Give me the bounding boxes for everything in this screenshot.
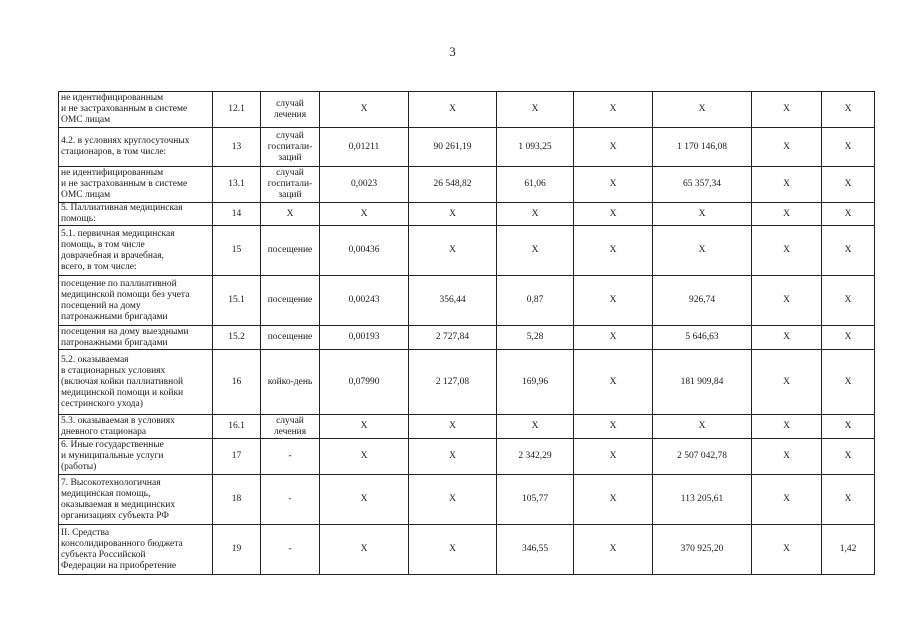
cell-text: посещения на дому выездными патронажными бригадами — [61, 326, 189, 348]
cell-text: случай лечения — [273, 415, 307, 437]
cell-text: X — [783, 494, 790, 504]
table-cell — [497, 475, 574, 525]
cell-text: X — [449, 544, 456, 554]
table-cell — [213, 475, 261, 525]
table-row — [59, 167, 875, 203]
cell-text: 0,0023 — [350, 179, 378, 189]
cell-text: 1 093,25 — [518, 141, 552, 152]
table-cell — [653, 350, 752, 415]
cell-text: 18 — [231, 494, 242, 504]
table-row — [59, 350, 875, 415]
cell-text: 14 — [231, 208, 242, 219]
cell-text: X — [360, 208, 368, 219]
table-cell — [409, 326, 497, 350]
cell-text: 13 — [231, 141, 242, 152]
table-cell — [752, 350, 822, 415]
table-cell — [822, 475, 875, 525]
cell-text: X — [783, 295, 790, 305]
row-label-cell — [59, 276, 213, 326]
cell-text: 15 — [231, 245, 242, 255]
table-cell — [213, 276, 261, 326]
cell-text: 1,42 — [839, 544, 857, 554]
row-label-cell — [59, 415, 213, 439]
table-cell — [409, 226, 497, 276]
cell-text: X — [844, 208, 852, 219]
table-cell — [497, 439, 574, 475]
cell-text: посещение — [267, 245, 313, 255]
table-cell — [574, 350, 653, 415]
table-cell — [653, 203, 752, 226]
cell-text: X — [609, 179, 617, 189]
cell-text: 2 727,84 — [435, 332, 470, 342]
table-cell — [213, 439, 261, 475]
table-row — [59, 226, 875, 276]
cell-text: 5.1. первичная медицинская помощь, в том числе доврачебная и врачебная, всего, в том числе: — [61, 228, 175, 272]
table-cell — [320, 167, 409, 203]
table-cell — [822, 350, 875, 415]
table-cell — [653, 475, 752, 525]
table-cell — [822, 226, 875, 276]
table-cell — [574, 167, 653, 203]
table-cell — [261, 128, 320, 167]
table-cell — [320, 128, 409, 167]
cell-text: 26 548,82 — [433, 179, 472, 189]
cell-text: X — [698, 245, 706, 255]
cell-text: 13.1 — [228, 179, 245, 189]
table-cell — [653, 326, 752, 350]
cell-text: 105,77 — [521, 494, 549, 504]
cell-text: X — [844, 451, 852, 461]
cell-text: - — [288, 544, 292, 554]
row-label-cell — [59, 439, 213, 475]
cell-text: X — [609, 295, 617, 305]
cell-text: 90 261,19 — [433, 141, 472, 152]
cell-text: X — [698, 208, 706, 219]
financing-table — [58, 91, 875, 575]
cell-text: X — [609, 421, 617, 431]
cell-text: X — [449, 208, 456, 219]
table-cell — [497, 525, 574, 575]
table-cell — [653, 128, 752, 167]
table-cell — [497, 203, 574, 226]
cell-text: 5. Паллиативная медицинская помощь: — [61, 203, 183, 224]
table-cell — [320, 92, 409, 128]
cell-text: X — [783, 544, 790, 554]
cell-text: X — [609, 332, 617, 342]
table-cell — [213, 167, 261, 203]
cell-text: X — [609, 544, 617, 554]
cell-text: X — [449, 245, 456, 255]
cell-text: случай лечения — [273, 98, 307, 120]
cell-text: 0,87 — [526, 295, 544, 305]
cell-text: X — [609, 245, 617, 255]
cell-text: 0,07990 — [348, 376, 380, 387]
table-cell — [409, 415, 497, 439]
cell-text: X — [609, 104, 617, 114]
cell-text: X — [609, 208, 617, 219]
cell-text: 15.1 — [228, 295, 245, 305]
cell-text: X — [844, 179, 852, 189]
table-cell — [574, 439, 653, 475]
cell-text: X — [844, 332, 852, 342]
table-cell — [320, 226, 409, 276]
cell-text: X — [531, 104, 539, 114]
cell-text: X — [531, 245, 539, 255]
table-cell — [409, 475, 497, 525]
cell-text: X — [783, 245, 790, 255]
cell-text: 181 909,84 — [680, 376, 724, 387]
table-cell — [752, 226, 822, 276]
table-cell — [409, 92, 497, 128]
cell-text: X — [783, 332, 790, 342]
cell-text: посещение — [267, 295, 313, 305]
table-cell — [497, 226, 574, 276]
cell-text: X — [783, 451, 790, 461]
table-cell — [213, 92, 261, 128]
table-cell — [261, 350, 320, 415]
table-cell — [822, 92, 875, 128]
cell-text: X — [783, 179, 790, 189]
cell-text: посещение по паллиативной медицинской помощи без учета посещений на дому патронажными бригадами — [61, 278, 190, 322]
cell-text: X — [698, 421, 706, 431]
table-cell — [752, 167, 822, 203]
table-cell — [213, 525, 261, 575]
table-cell — [409, 167, 497, 203]
table-cell — [213, 415, 261, 439]
table-cell — [653, 167, 752, 203]
cell-text: 17 — [231, 451, 242, 461]
cell-text: 19 — [231, 544, 242, 554]
cell-text: X — [844, 295, 852, 305]
table-cell — [752, 326, 822, 350]
table-cell — [752, 439, 822, 475]
table-cell — [213, 326, 261, 350]
table-cell — [574, 92, 653, 128]
table-cell — [320, 439, 409, 475]
table-cell — [320, 326, 409, 350]
table-cell — [574, 475, 653, 525]
table-cell — [822, 415, 875, 439]
table-cell — [261, 167, 320, 203]
table-cell — [653, 226, 752, 276]
table-cell — [822, 203, 875, 226]
table-cell — [261, 276, 320, 326]
table-cell — [409, 203, 497, 226]
table-row — [59, 326, 875, 350]
table-cell — [497, 167, 574, 203]
cell-text: X — [360, 104, 368, 114]
cell-text: случай госпитали- заций — [267, 168, 313, 200]
table-cell — [409, 350, 497, 415]
table-row — [59, 415, 875, 439]
table-cell — [822, 167, 875, 203]
cell-text: 5.2. оказываемая в стационарных условиях (включая койки паллиативной медицинской помощи и койки сестринского ухода) — [61, 354, 184, 409]
table-cell — [574, 226, 653, 276]
cell-text: 0,00243 — [348, 295, 380, 305]
table-cell — [497, 128, 574, 167]
table-cell — [261, 226, 320, 276]
table-cell — [409, 525, 497, 575]
cell-text: X — [783, 421, 790, 431]
cell-text: 0,00436 — [348, 245, 380, 255]
cell-text: X — [844, 104, 852, 114]
table-cell — [822, 128, 875, 167]
table-cell — [574, 415, 653, 439]
cell-text: X — [360, 544, 368, 554]
cell-text: X — [783, 104, 790, 114]
table-cell — [752, 475, 822, 525]
cell-text: 16.1 — [228, 421, 245, 431]
cell-text: X — [449, 494, 456, 504]
table-cell — [320, 475, 409, 525]
cell-text: X — [531, 421, 539, 431]
table-row — [59, 525, 875, 575]
table-cell — [822, 525, 875, 575]
cell-text: - — [288, 451, 292, 461]
row-label-cell — [59, 167, 213, 203]
cell-text: 5.3. оказываемая в условиях дневного стационара — [61, 415, 175, 437]
table-cell — [653, 276, 752, 326]
table-cell — [320, 276, 409, 326]
cell-text: X — [449, 421, 456, 431]
cell-text: X — [844, 494, 852, 504]
cell-text: X — [844, 141, 852, 152]
table-row — [59, 203, 875, 226]
table-cell — [822, 439, 875, 475]
table-cell — [574, 203, 653, 226]
table-cell — [497, 92, 574, 128]
table-cell — [497, 326, 574, 350]
table-cell — [822, 276, 875, 326]
table-row — [59, 475, 875, 525]
table-cell — [574, 326, 653, 350]
table-cell — [653, 439, 752, 475]
cell-text: - — [288, 494, 292, 504]
cell-text: 0,01211 — [348, 141, 380, 152]
table-body — [59, 92, 875, 575]
cell-text: II. Средства консолидированного бюджета субъекта Российской Федерации на приобретение — [61, 527, 183, 571]
table-cell — [752, 415, 822, 439]
table-cell — [213, 226, 261, 276]
cell-text: 169,96 — [521, 376, 549, 387]
table-cell — [497, 276, 574, 326]
cell-text: 12.1 — [228, 104, 245, 114]
cell-text: 346,55 — [521, 544, 549, 554]
table-cell — [653, 415, 752, 439]
cell-text: X — [360, 494, 368, 504]
cell-text: 1 170 146,08 — [677, 141, 727, 152]
cell-text: 7. Высокотехнологичная медицинская помощь, оказываемая в медицинских организациях субъекта РФ — [61, 477, 176, 521]
cell-text: X — [844, 376, 852, 387]
table-cell — [574, 525, 653, 575]
cell-text: 2 342,29 — [518, 451, 552, 461]
cell-text: X — [783, 376, 790, 387]
table-cell — [261, 326, 320, 350]
cell-text: не идентифицированным и не застрахованным в системе ОМС лицам — [61, 168, 188, 200]
cell-text: 5 646,63 — [685, 332, 719, 342]
table-row — [59, 276, 875, 326]
table-cell — [320, 415, 409, 439]
cell-text: 16 — [231, 376, 242, 387]
cell-text: X — [844, 421, 852, 431]
table-cell — [497, 350, 574, 415]
cell-text: X — [360, 451, 368, 461]
table-cell — [320, 350, 409, 415]
row-label-cell — [59, 525, 213, 575]
table-cell — [213, 350, 261, 415]
cell-text: не идентифицированным и не застрахованным в системе ОМС лицам — [61, 93, 188, 125]
table-cell — [752, 92, 822, 128]
cell-text: X — [449, 104, 456, 114]
cell-text: 15.2 — [228, 332, 245, 342]
table-cell — [409, 128, 497, 167]
cell-text: X — [531, 208, 539, 219]
cell-text: 4.2. в условиях круглосуточных стационаров, в том числе: — [61, 136, 190, 157]
table-row — [59, 128, 875, 167]
cell-text: X — [844, 245, 852, 255]
cell-text: X — [609, 141, 617, 152]
cell-text: 65 357,34 — [683, 179, 721, 189]
table-cell — [752, 276, 822, 326]
cell-text: 370 925,20 — [680, 544, 724, 554]
table-cell — [574, 276, 653, 326]
table-cell — [752, 525, 822, 575]
cell-text: X — [609, 376, 617, 387]
cell-text: X — [609, 494, 617, 504]
page-number: 3 — [449, 44, 456, 59]
table-cell — [497, 415, 574, 439]
table-cell — [261, 525, 320, 575]
table-cell — [261, 439, 320, 475]
cell-text: случай госпитали- заций — [267, 130, 313, 163]
table-cell — [320, 525, 409, 575]
table-cell — [752, 128, 822, 167]
row-label-cell — [59, 475, 213, 525]
table-cell — [409, 276, 497, 326]
row-label-cell — [59, 128, 213, 167]
cell-text: 2 127,08 — [435, 376, 470, 387]
table-row — [59, 92, 875, 128]
cell-text: 113 205,61 — [680, 494, 724, 504]
table-cell — [653, 525, 752, 575]
table-cell — [653, 92, 752, 128]
cell-text: 5,28 — [526, 332, 544, 342]
table-cell — [320, 203, 409, 226]
cell-text: X — [286, 208, 294, 219]
cell-text: 61,06 — [524, 179, 546, 189]
table-cell — [409, 439, 497, 475]
table-cell — [213, 203, 261, 226]
table-cell — [261, 475, 320, 525]
cell-text: койко-день — [267, 376, 313, 387]
table-cell — [261, 92, 320, 128]
cell-text: 926,74 — [688, 295, 716, 305]
cell-text: X — [698, 104, 706, 114]
cell-text: посещение — [267, 332, 313, 342]
cell-text: X — [360, 421, 368, 431]
table-cell — [261, 203, 320, 226]
cell-text: X — [609, 451, 617, 461]
cell-text: X — [783, 141, 790, 152]
table-cell — [752, 203, 822, 226]
row-label-cell — [59, 203, 213, 226]
cell-text: 0,00193 — [348, 332, 380, 342]
cell-text: X — [783, 208, 790, 219]
cell-text: 2 507 042,78 — [677, 451, 727, 461]
table-cell — [261, 415, 320, 439]
table-cell — [574, 128, 653, 167]
row-label-cell — [59, 226, 213, 276]
row-label-cell — [59, 92, 213, 128]
table-cell — [213, 128, 261, 167]
cell-text: X — [449, 451, 456, 461]
table-row — [59, 439, 875, 475]
row-label-cell — [59, 350, 213, 415]
cell-text: 356,44 — [439, 295, 466, 305]
cell-text: 6. Иные государственные и муниципальные услуги (работы) — [61, 440, 164, 472]
table-cell — [822, 326, 875, 350]
row-label-cell — [59, 326, 213, 350]
